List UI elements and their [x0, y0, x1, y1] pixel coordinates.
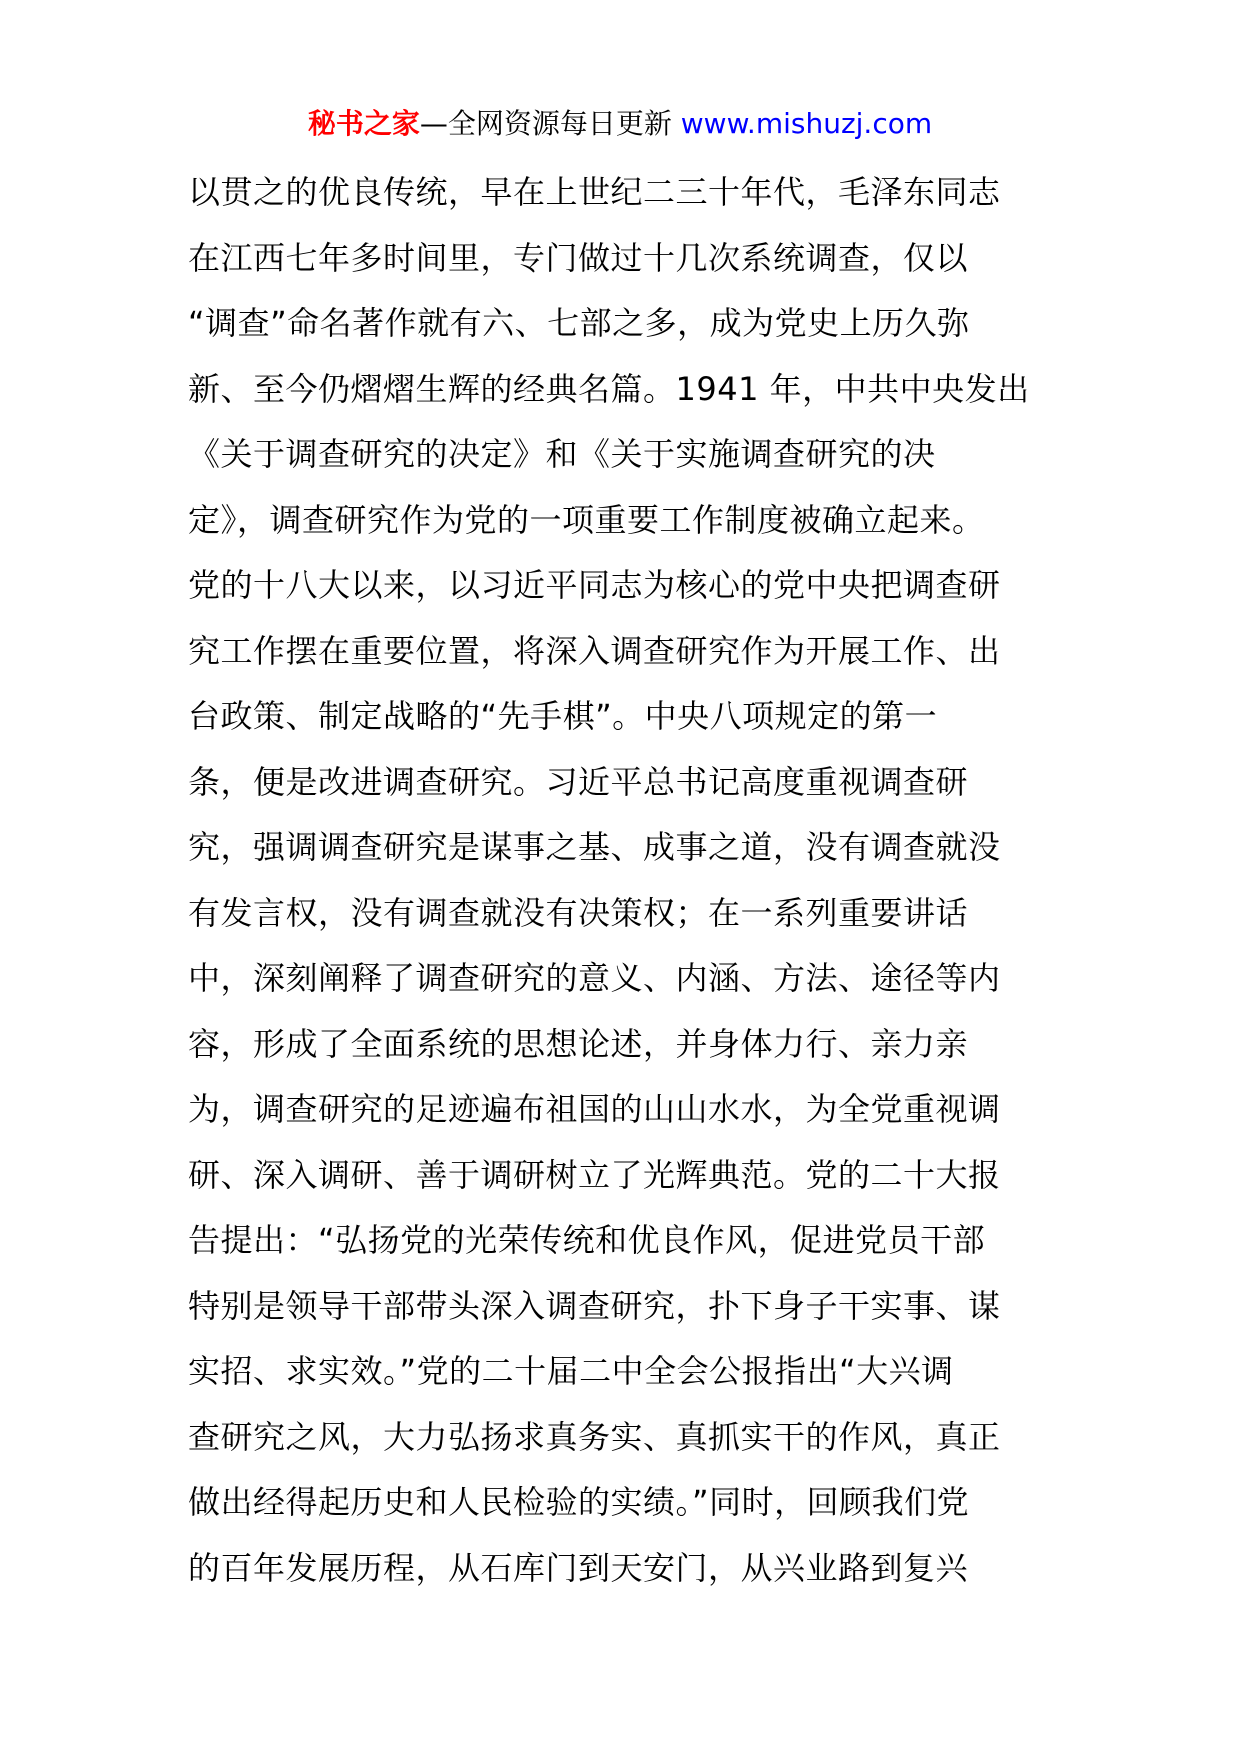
- text-line: 特别是领导干部带头深入调查研究，扑下身子干实事、谋: [188, 1286, 1001, 1325]
- text-line: 究工作摆在重要位置，将深入调查研究作为开展工作、出: [188, 631, 1001, 670]
- page-header: [0, 104, 1240, 144]
- text-line: 告提出：“弘扬党的光荣传统和优良作风，促进党员干部: [188, 1221, 986, 1259]
- text-line: 有发言权，没有调查就没有决策权；在一系列重要讲话: [188, 893, 969, 932]
- text-line: 在江西七年多时间里，专门做过十几次系统调查，仅以: [188, 238, 969, 277]
- website-link[interactable]: www.mishuzj.com: [680, 107, 933, 140]
- body-text: [188, 160, 1058, 1601]
- text-line: 台政策、制定战略的“先手棋”。中央八项规定的第一: [188, 697, 938, 735]
- text-line: 新、至今仍熠熠生辉的经典名篇。1941 年，中共中央发出: [188, 369, 1030, 408]
- text-line: 中，深刻阐释了调查研究的意义、内涵、方法、途径等内: [188, 959, 1001, 997]
- text-line: 容，形成了全面系统的思想论述，并身体力行、亲力亲: [188, 1024, 969, 1063]
- text-line: 做出经得起历史和人民检验的实绩。”同时，回顾我们党: [188, 1483, 970, 1521]
- text-line: 定》，调查研究作为党的一项重要工作制度被确立起来。: [188, 500, 985, 539]
- text-line: 条，便是改进调查研究。习近平总书记高度重视调查研: [188, 762, 969, 801]
- brand-name: 秘书之家: [307, 107, 420, 140]
- text-line: 为，调查研究的足迹遍布祖国的山山水水，为全党重视调: [188, 1090, 1001, 1128]
- text-line: 党的十八大以来，以习近平同志为核心的党中央把调查研: [188, 566, 1001, 604]
- text-line: 查研究之风，大力弘扬求真务实、真抓实干的作风，真正: [188, 1417, 1001, 1456]
- text-line: 研、深入调研、善于调研树立了光辉典范。党的二十大报: [188, 1155, 1001, 1194]
- text-line: 《关于调查研究的决定》和《关于实施调查研究的决: [188, 435, 936, 473]
- header-slogan: —全网资源每日更新: [419, 107, 681, 140]
- text-line: 实招、求实效。”党的二十届二中全会公报指出“大兴调: [188, 1352, 954, 1390]
- text-line: “调查”命名著作就有六、七部之多，成为党史上历久弥: [188, 304, 970, 342]
- text-line: 究，强调调查研究是谋事之基、成事之道，没有调查就没: [188, 828, 1001, 866]
- text-line: 以贯之的优良传统，早在上世纪二三十年代，毛泽东同志: [188, 173, 1001, 211]
- text-line: 的百年发展历程，从石库门到天安门，从兴业路到复兴: [188, 1548, 969, 1587]
